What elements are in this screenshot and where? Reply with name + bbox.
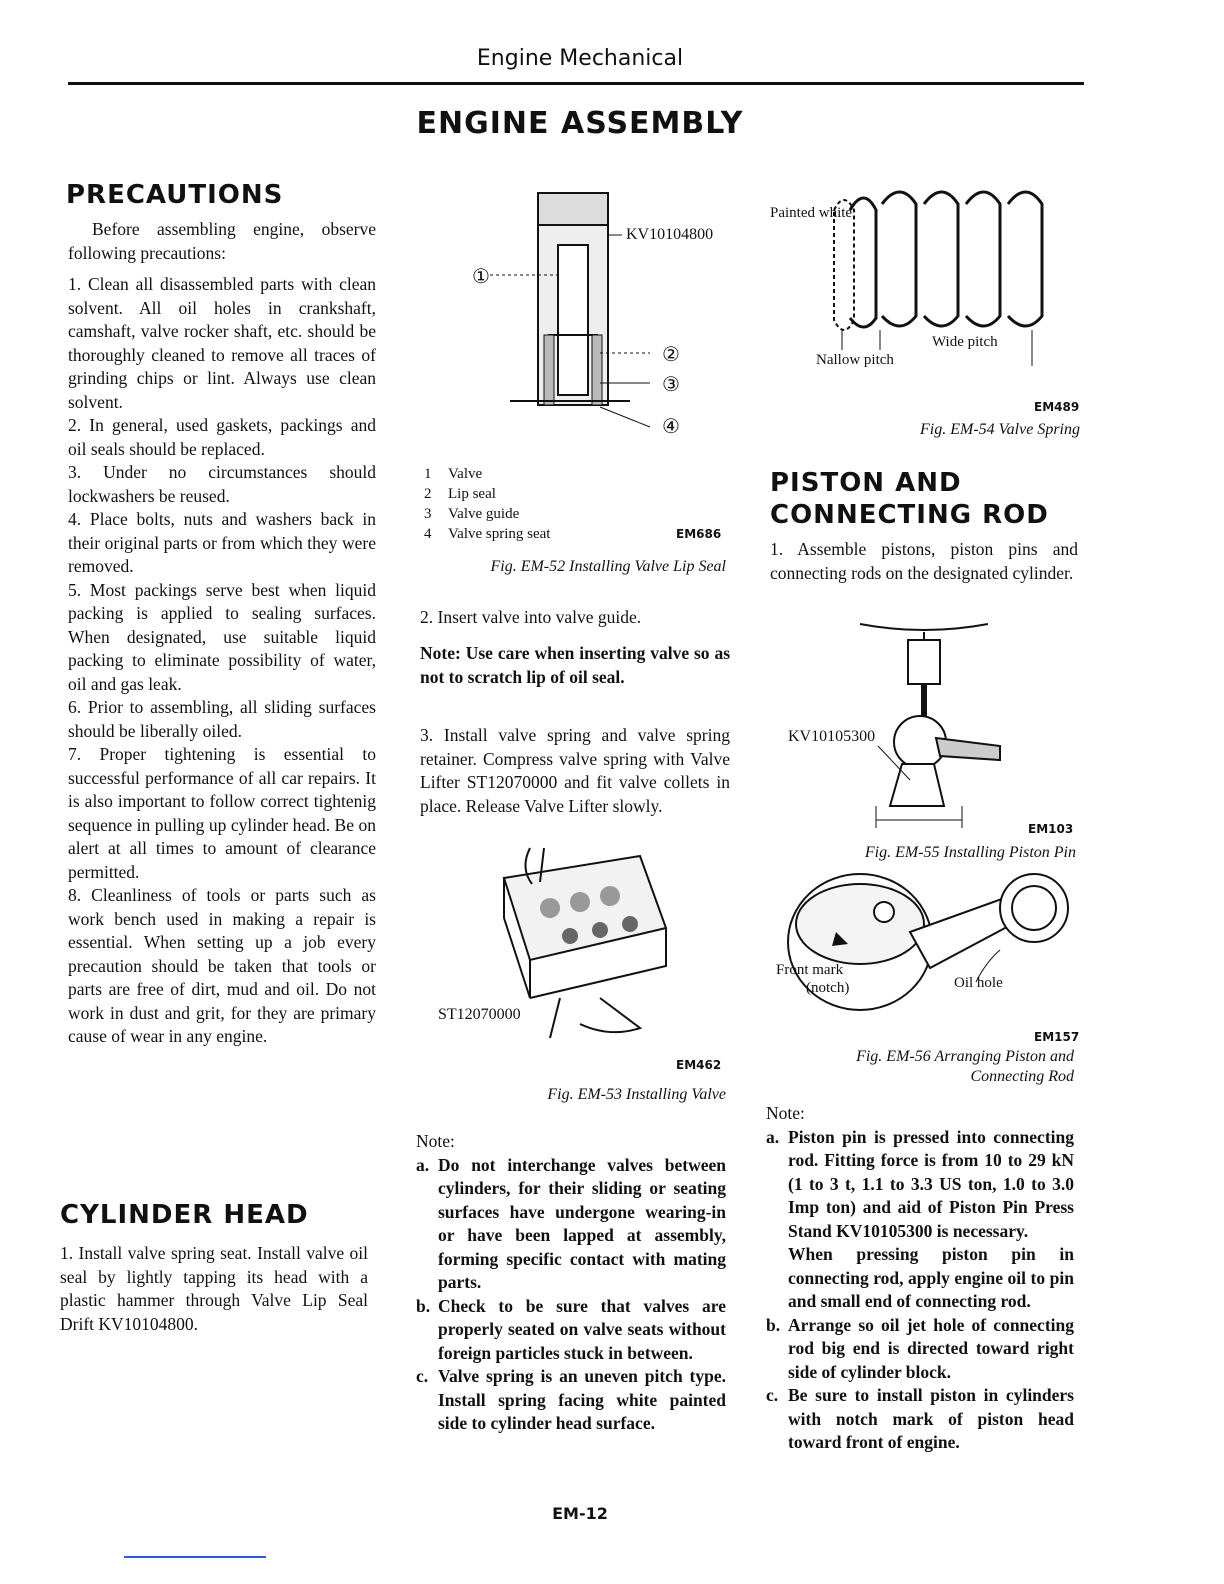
precaution-item-8: 8. Cleanliness of tools or parts such as work bench used in making a repair is essential. When setting up a job every precaution should be taken that tools or parts are free of dirt, mud and oil. Do not work in dust and grit, for they are primary cause of wear in any engine. — [68, 885, 376, 1046]
fig52-tool-label: KV10104800 — [626, 226, 714, 243]
header-rule — [68, 82, 1084, 85]
notes-right-label: Note: — [766, 1103, 805, 1123]
fig55-tool-label: KV10105300 — [788, 728, 876, 745]
note-label: Note: — [420, 643, 461, 663]
cylinder-head-heading: CYLINDER HEAD — [60, 1200, 309, 1230]
step-2: 2. Insert valve into valve guide. — [420, 607, 642, 627]
fig52-legend — [424, 464, 550, 544]
precautions-body — [68, 218, 376, 1049]
page-number: EM-12 — [552, 1504, 608, 1523]
fig56-caption-line-2: Connecting Rod — [970, 1068, 1074, 1085]
note-step-2 — [420, 642, 730, 689]
piston-pin-press-illustration — [860, 620, 1020, 834]
fig54-code: EM489 — [1034, 400, 1080, 414]
fig54-narrow-label: Nallow pitch — [816, 352, 894, 368]
legend-item: 2 Lip seal — [424, 486, 496, 502]
fig52-callout-2: ② — [662, 344, 680, 366]
fig56-code: EM157 — [1034, 1030, 1080, 1044]
precaution-item-4: 4. Place bolts, nuts and washers back in their original parts or from which they were removed. — [68, 509, 376, 576]
fig52-callout-3: ③ — [662, 374, 680, 396]
fig56-caption-line-1: Fig. EM-56 Arranging Piston and — [856, 1048, 1074, 1065]
fig54-wide-label: Wide pitch — [932, 334, 998, 350]
precaution-item-2: 2. In general, used gaskets, packings and oil seals should be replaced. — [68, 415, 376, 459]
legend-item: 4 Valve spring seat — [424, 526, 551, 542]
precaution-item-6: 6. Prior to assembling, all sliding surfaces should be liberally oiled. — [68, 697, 376, 741]
piston-and-rod-illustration — [780, 872, 1080, 1022]
piston-heading-line-1: PISTON AND — [770, 468, 962, 498]
legend-item: 3 Valve guide — [424, 506, 520, 522]
notes-mid-label: Note: — [416, 1131, 455, 1151]
note-item: c. Valve spring is an uneven pitch type. Install spring facing white painted side to cylinder head surface. — [416, 1366, 726, 1433]
note-item: a. Piston pin is pressed into connecting rod. Fitting force is from 10 to 29 kN (1 to 3 t, 1.1 to 3.3 US ton, 1.0 to 3.0 Imp ton) and aid of Piston Pin Press Stand KV10105300 is necessary. When pressing piston pin in connecting rod, apply engine oil to pin and small end of connecting rod. — [766, 1126, 1074, 1311]
fig52-caption: Fig. EM-52 Installing Valve Lip Seal — [490, 558, 726, 575]
fig56-notch-label: (notch) — [806, 980, 850, 996]
note-item: b. Arrange so oil jet hole of connecting rod big end is directed toward right side of cylinder block. — [766, 1314, 1074, 1382]
fig52-code: EM686 — [676, 527, 722, 541]
running-header: Engine Mechanical — [476, 46, 684, 71]
precaution-item-3: 3. Under no circumstances should lockwashers be reused. — [68, 462, 376, 506]
note-item: a. Do not interchange valves between cylinders, for their sliding or seating surfaces have undergone wearing-in or have been lapped at assembly, forming specific contact with mating parts. — [416, 1154, 726, 1292]
notes-mid — [416, 1130, 726, 1436]
fig54-caption: Fig. EM-54 Valve Spring — [920, 421, 1080, 438]
precaution-item-1: 1. Clean all disassembled parts with clean solvent. All oil holes in crankshaft, camshaft, valve rocker shaft, etc. should be thoroughly cleaned to remove all traces of grinding chips or lint. Always use clean solvent. — [68, 274, 376, 412]
piston-heading-line-2: CONNECTING ROD — [770, 500, 1049, 530]
fig53-tool-label: ST12070000 — [438, 1006, 521, 1023]
page-title: ENGINE ASSEMBLY — [416, 106, 744, 141]
precautions-heading: PRECAUTIONS — [66, 180, 284, 210]
fig56-front-label: Front mark — [776, 962, 844, 978]
fig53-code: EM462 — [676, 1058, 722, 1072]
step-3: 3. Install valve spring and valve spring retainer. Compress valve spring with Valve Lifter ST12070000 and fit valve collets in place. Release Valve Lifter slowly. — [420, 725, 730, 816]
fig55-code: EM103 — [1028, 822, 1074, 836]
fig53-caption: Fig. EM-53 Installing Valve — [547, 1086, 726, 1103]
notes-right — [766, 1102, 1074, 1455]
note-item: b. Check to be sure that valves are properly seated on valve seats without foreign particles stuck in between. — [416, 1295, 726, 1363]
fig55-caption: Fig. EM-55 Installing Piston Pin — [864, 844, 1076, 861]
cylinder-head-step-1: 1. Install valve spring seat. Install valve oil seal by lightly tapping its head with a plastic hammer through Valve Lip Seal Drift KV10104800. — [60, 1243, 368, 1334]
precautions-intro: Before assembling engine, observe following precautions: — [68, 219, 376, 263]
note-text: Use care when inserting valve so as not to scratch lip of oil seal. — [420, 643, 731, 687]
fig52-callout-4: ④ — [662, 416, 680, 438]
note-item: c. Be sure to install piston in cylinders with notch mark of piston head toward front of engine. — [766, 1385, 1074, 1452]
precaution-item-7: 7. Proper tightening is essential to successful performance of all car repairs. It is also important to follow correct tightenig sequence in pulling up cylinder head. Be on alert at all times to amount of clearance permitted. — [68, 744, 376, 882]
piston-step-1: 1. Assemble pistons, piston pins and connecting rods on the designated cylinder. — [770, 539, 1078, 583]
footer-link-underline[interactable] — [124, 1556, 266, 1558]
fig52-callout-1: ① — [472, 266, 490, 288]
fig54-painted-label: Painted white — [770, 205, 853, 221]
fig56-oil-label: Oil hole — [954, 975, 1003, 991]
legend-item: 1 Valve — [424, 466, 483, 482]
precaution-item-5: 5. Most packings serve best when liquid packing is applied to sealing surfaces. When designated, use suitable liquid packing to eliminate possibility of water, oil and gas leak. — [68, 579, 376, 694]
